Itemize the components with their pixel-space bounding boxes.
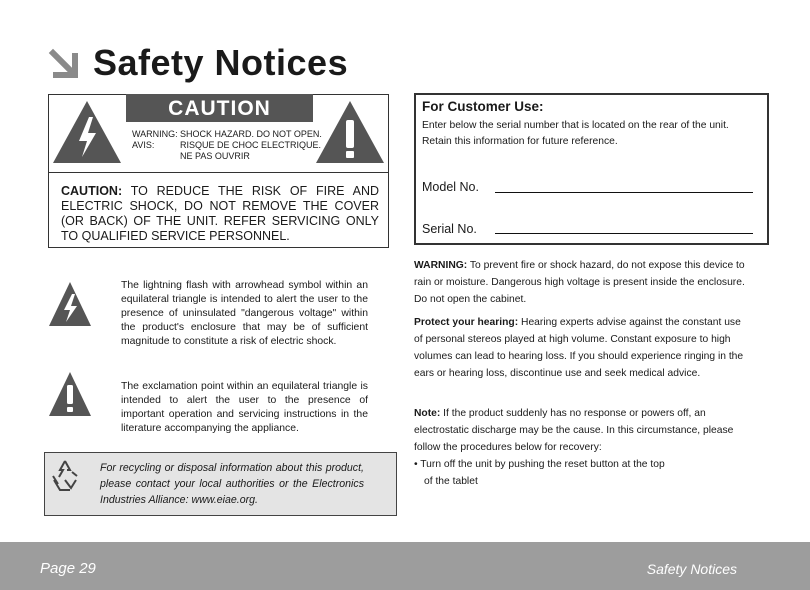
exclamation-warning-icon [313,95,388,172]
warning-paragraph [414,257,750,308]
warning-label: WARNING: [414,260,468,271]
caution-divider [49,172,388,173]
page-number: Page 29 [40,560,96,577]
lightning-warning-icon [49,95,126,172]
note-bullet: • Turn off the unit by pushing the reset button at the top [414,459,665,470]
serial-number-label: Serial No. [422,222,477,236]
model-number-label: Model No. [422,180,479,194]
note-text: If the product suddenly has no response or powers off, an electrostatic discharge may be the cause. In this circumstance, please follow the procedures below for recovery: [414,408,734,453]
avis-value-2: NE PAS OUVRIR [180,151,250,161]
model-number-field [495,192,753,193]
caution-body [61,184,379,244]
section-name: Safety Notices [646,561,737,577]
hearing-paragraph [414,314,750,382]
hearing-text: Hearing experts advise against the constant use of personal stereos played at high volume. Constant exposure to high volumes can lead to hearing loss. If you should experience ringing in the ears or hearing loss, discontinue use and seek medical advice. [414,317,744,379]
caution-body-label: CAUTION: [61,184,123,198]
caution-header: CAUTION [126,94,313,122]
customer-use-title: For Customer Use: [422,99,544,114]
note-bullet-continuation: of the tablet [424,476,478,487]
recycle-notice-text: For recycling or disposal information about this product, please contact your local authorities or the Electronics Industries Alliance: www.eiae.org. [100,462,364,506]
note-label: Note: [414,408,441,419]
serial-number-field [495,233,753,234]
lightning-explanation: The lightning flash with arrowhead symbol within an equilateral triangle is intended to alert the user to the presence of uninsulated "dangerous voltage" within the product's enclosure that may be of sufficient magnitude to constitute a risk of electric shock. [121,280,368,347]
warning-value: SHOCK HAZARD. DO NOT OPEN. [180,129,322,139]
caution-warning-labels [132,129,322,162]
recycle-icon [50,458,80,494]
exclamation-triangle-icon [48,370,92,420]
lightning-triangle-icon [48,280,92,330]
arrow-down-right-icon [48,48,82,82]
warning-key: WARNING: [132,129,178,139]
note-paragraph [414,405,750,490]
caution-body-text: TO REDUCE THE RISK OF FIRE AND ELECTRIC SHOCK, DO NOT REMOVE THE COVER (OR BACK) OF THE UNIT. REFER SERVICING ONLY TO QUALIFIED SERVICE PERSONNEL. [61,184,379,243]
hearing-label: Protect your hearing: [414,317,519,328]
avis-key: AVIS: [132,140,155,150]
warning-text: To prevent fire or shock hazard, do not expose this device to rain or moisture. Dangerous high voltage is present inside the enclosure. Do not open the cabinet. [414,260,745,305]
page-title: Safety Notices [93,42,349,83]
avis-value-1: RISQUE DE CHOC ELECTRIQUE. [180,140,322,150]
exclamation-explanation: The exclamation point within an equilateral triangle is intended to alert the user to the presence of important operation and servicing instructions in the literature accompanying the appliance. [121,381,368,434]
customer-use-description: Enter below the serial number that is located on the rear of the unit. Retain this information for future reference. [422,120,729,147]
